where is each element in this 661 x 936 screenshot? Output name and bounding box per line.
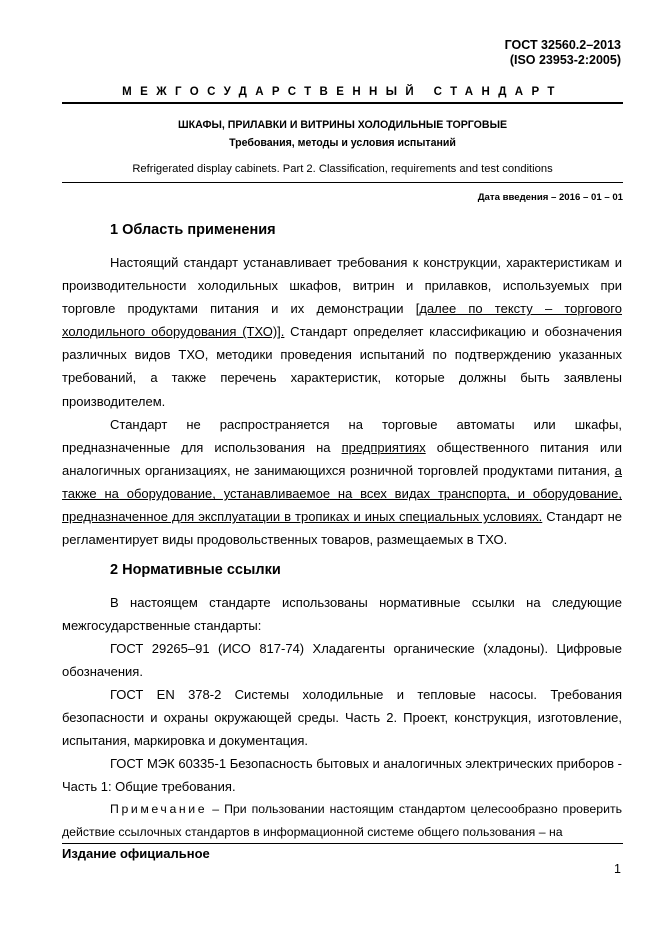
reference-gost-iec-60335-1: ГОСТ МЭК 60335-1 Безопасность бытовых и аналогичных электрических приборов - Часть 1: Общие требования.: [62, 756, 622, 795]
section-2-heading: 2 Нормативные ссылки: [110, 562, 281, 578]
section-1-paragraph-2: [62, 413, 622, 552]
note-label: Примечание: [110, 802, 208, 816]
iso-code: (ISO 23953-2:2005): [509, 53, 621, 67]
interstate-label: МЕЖГОСУДАРСТВЕННЫЙ СТАНДАРТ: [122, 86, 563, 98]
english-title: Refrigerated display cabinets. Part 2. Classification, requirements and test conditions: [132, 163, 553, 175]
paragraph-text: Настоящий стандарт устанавливает требования к конструкции, характеристикам и производительности холодильных шкафов, витрин и прилавков, используемых при торговле продуктами питания и их демонстрации: [62, 255, 622, 317]
section-1-heading: 1 Область применения: [110, 222, 276, 238]
paragraph-text: Стандарт не регламентирует виды продовольственных товаров, размещаемых в ТХО.: [62, 509, 622, 548]
paragraph-text: общественного питания или аналогичных организациях, не занимающихся розничной торговлей продуктами питания,: [62, 440, 622, 479]
underlined-text: предприятиях: [341, 440, 426, 456]
paragraph-text: Стандарт определяет классификацию и обозначения различных видов ТХО, методики проведения испытаний по подтверждению указанных требований, а также перечень характеристик, которые должны быть заявлены производителем.: [62, 324, 622, 409]
header-divider: [62, 102, 623, 104]
paragraph-text: Стандарт не распространяется на торговые автоматы или шкафы, предназначенные для использования на: [62, 417, 622, 456]
edition-label: Издание официальное: [62, 846, 210, 861]
underlined-text: [далее по тексту – торгового холодильного оборудования (ТХО)].: [62, 301, 622, 340]
note-paragraph: [62, 798, 622, 843]
introduction-date: Дата введения – 2016 – 01 – 01: [477, 192, 623, 203]
reference-gost-29265: ГОСТ 29265–91 (ИСО 817-74) Хладагенты органические (хладоны). Цифровые обозначения.: [62, 641, 622, 680]
document-title: ШКАФЫ, ПРИЛАВКИ И ВИТРИНЫ ХОЛОДИЛЬНЫЕ ТОРГОВЫЕ: [177, 119, 508, 131]
page-number: 1: [614, 862, 621, 876]
title-divider: [62, 182, 623, 183]
document-subtitle: Требования, методы и условия испытаний: [229, 137, 456, 149]
standard-code: ГОСТ 32560.2–2013: [504, 38, 621, 52]
reference-gost-en-378-2: ГОСТ EN 378-2 Системы холодильные и тепловые насосы. Требования безопасности и охраны окружающей среды. Часть 2. Проект, конструкция, изготовление, испытания, маркировка и документация.: [62, 687, 622, 749]
note-text: – При пользовании настоящим стандартом целесообразно проверить действие ссылочных стандартов в информационной системе общего пользования – на: [62, 802, 622, 839]
section-1-paragraph-1: [62, 251, 622, 413]
section-2-intro: В настоящем стандарте использованы нормативные ссылки на следующие межгосударственные стандарты:: [62, 595, 622, 634]
footer-divider: [62, 843, 623, 844]
underlined-text: а также на оборудование, устанавливаемое на всех видах транспорта, и оборудование, предназначенное для эксплуатации в тропиках и иных специальных условиях.: [62, 463, 622, 525]
